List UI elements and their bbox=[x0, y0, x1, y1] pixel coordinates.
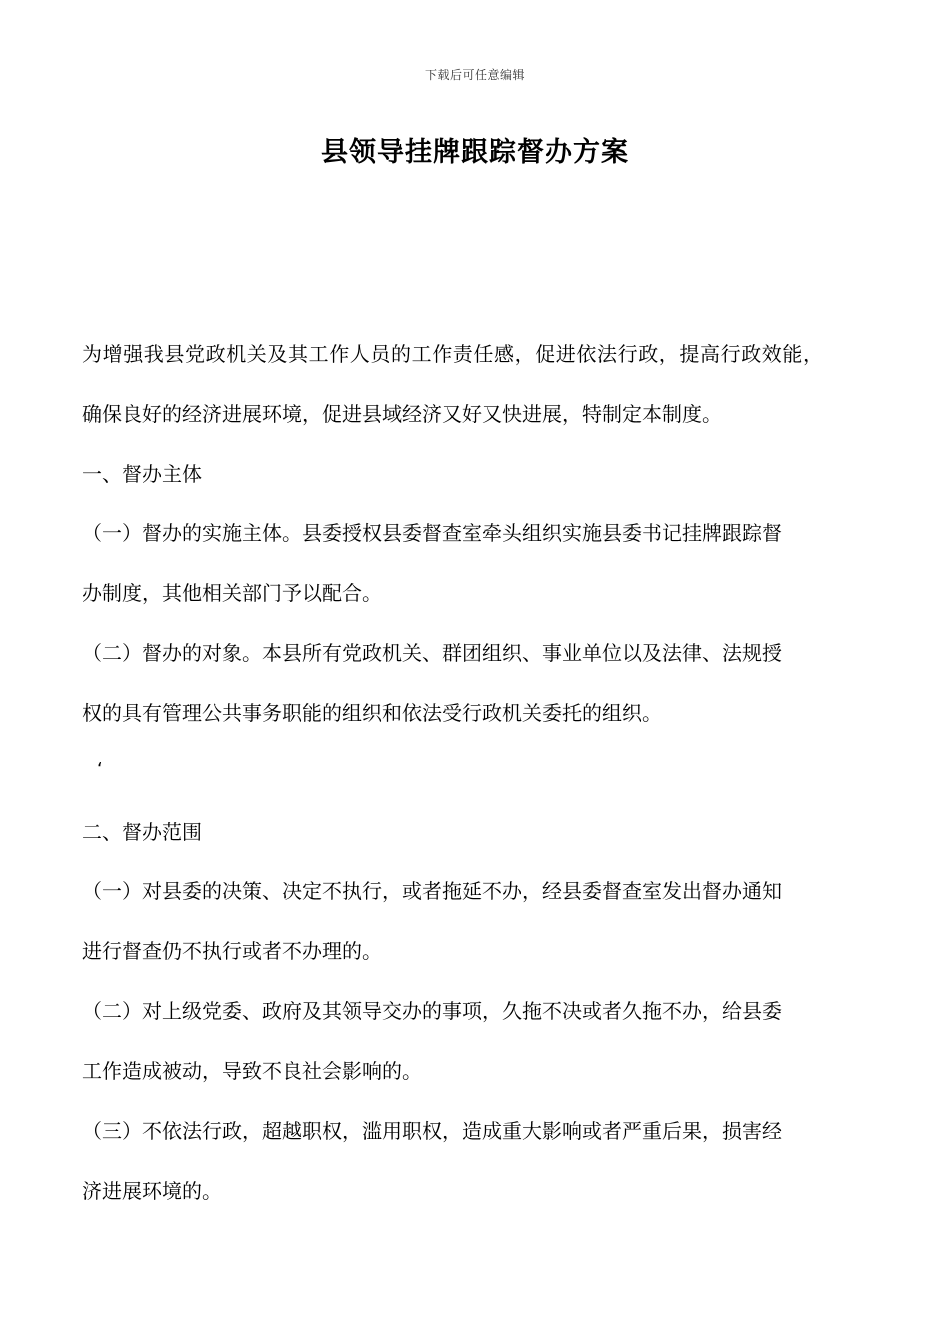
section-heading-1: 一、督办主体 bbox=[82, 462, 202, 486]
paragraph-1-1-line-2: 办制度，其他相关部门予以配合。 bbox=[82, 581, 382, 605]
intro-line-1: 为增强我县党政机关及其工作人员的工作责任感，促进依法行政，提高行政效能， bbox=[82, 342, 824, 366]
paragraph-2-2-line-2: 工作造成被动，导致不良社会影响的。 bbox=[82, 1059, 422, 1083]
paragraph-2-3-line-1: （三）不依法行政，超越职权，滥用职权，造成重大影响或者严重后果，损害经 bbox=[82, 1119, 782, 1143]
section-heading-2: 二、督办范围 bbox=[82, 820, 202, 844]
paragraph-2-1-line-1: （一）对县委的决策、决定不执行，或者拖延不办，经县委督查室发出督办通知 bbox=[82, 879, 782, 903]
paragraph-1-2-line-2: 权的具有管理公共事务职能的组织和依法受行政机关委托的组织。 bbox=[82, 701, 662, 725]
paragraph-1-1-line-1: （一）督办的实施主体。县委授权县委督查室牵头组织实施县委书记挂牌跟踪督 bbox=[82, 521, 782, 545]
intro-line-2: 确保良好的经济进展环境，促进县域经济又好又快进展，特制定本制度。 bbox=[82, 402, 722, 426]
download-note: 下载后可任意编辑 bbox=[424, 68, 525, 82]
paragraph-2-1-line-2: 进行督查仍不执行或者不办理的。 bbox=[82, 939, 382, 963]
paragraph-2-2-line-1: （二）对上级党委、政府及其领导交办的事项，久拖不决或者久拖不办，给县委 bbox=[82, 999, 782, 1023]
stray-mark: ‘ bbox=[97, 759, 103, 780]
paragraph-2-3-line-2: 济进展环境的。 bbox=[82, 1179, 222, 1203]
document-title: 县领导挂牌跟踪督办方案 bbox=[321, 137, 629, 168]
paragraph-1-2-line-1: （二）督办的对象。本县所有党政机关、群团组织、事业单位以及法律、法规授 bbox=[82, 641, 782, 665]
